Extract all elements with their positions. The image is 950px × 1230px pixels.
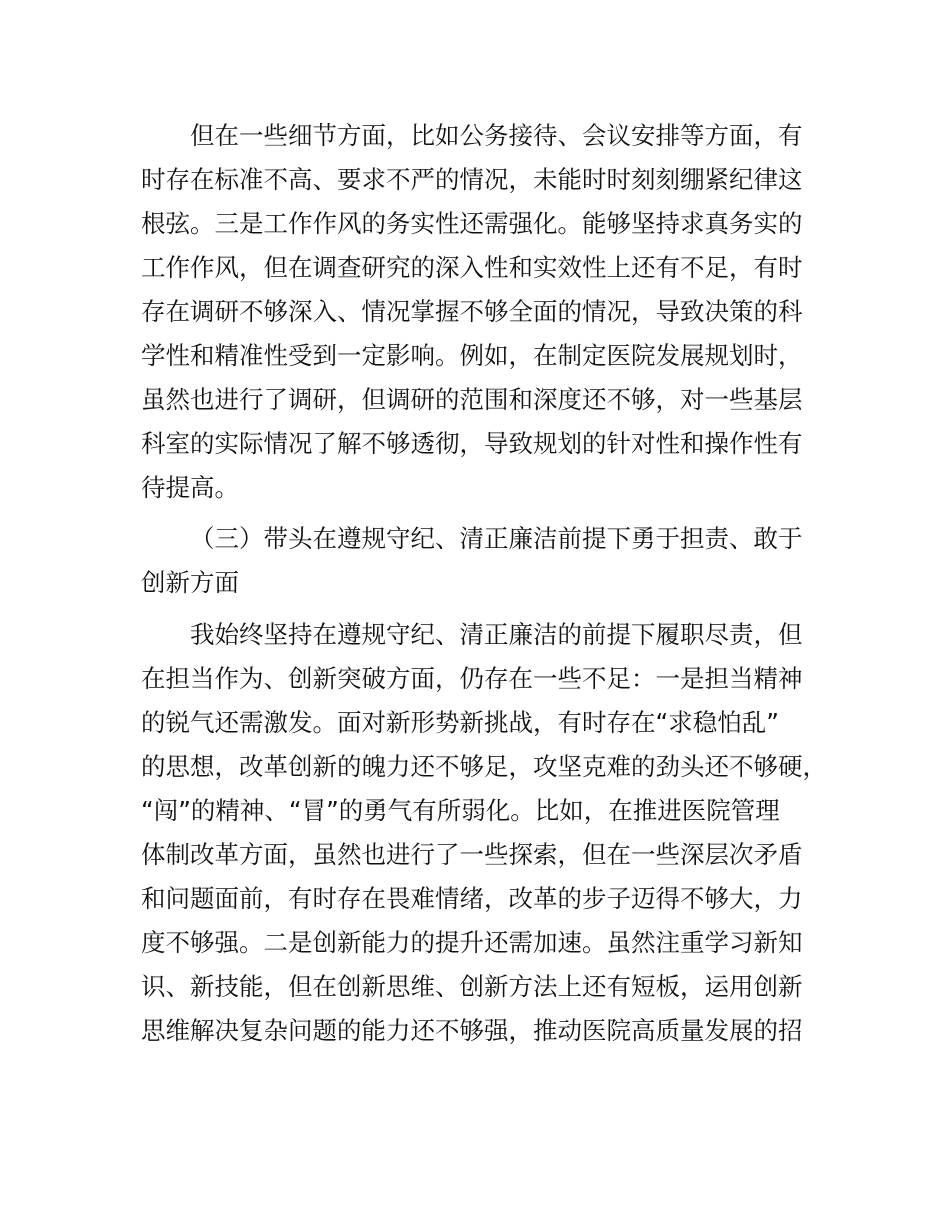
paragraph-line: 存在调研不够深入、情况掌握不够全面的情况，导致决策的科 xyxy=(141,297,803,326)
paragraph-line: 的锐气还需激发。面对新形势新挑战，有时存在“求稳怕乱” xyxy=(141,708,779,737)
paragraph-line: 工作作风，但在调查研究的深入性和实效性上还有不足，有时 xyxy=(141,253,803,282)
paragraph-line: 识、新技能，但在创新思维、创新方法上还有短板，运用创新 xyxy=(141,972,803,1001)
paragraph-line: 和问题面前，有时存在畏难情绪，改革的步子迈得不够大，力 xyxy=(141,884,803,913)
paragraph-line: 体制改革方面，虽然也进行了一些探索，但在一些深层次矛盾 xyxy=(141,840,803,869)
paragraph-line: 在担当作为、创新突破方面，仍存在一些不足：一是担当精神 xyxy=(141,664,803,693)
paragraph-line: 时存在标准不高、要求不严的情况，未能时时刻刻绷紧纪律这 xyxy=(141,165,803,194)
paragraph-line: 待提高。 xyxy=(141,473,239,502)
section-heading-line: 创新方面 xyxy=(141,568,239,597)
paragraph-line: 我始终坚持在遵规守纪、清正廉洁的前提下履职尽责，但 xyxy=(190,620,803,649)
paragraph-line: 科室的实际情况了解不够透彻，导致规划的针对性和操作性有 xyxy=(141,429,803,458)
paragraph-line: 思维解决复杂问题的能力还不够强，推动医院高质量发展的招 xyxy=(141,1016,803,1045)
paragraph-line: 但在一些细节方面，比如公务接待、会议安排等方面，有 xyxy=(190,121,803,150)
paragraph-line: 根弦。三是工作作风的务实性还需强化。能够坚持求真务实的 xyxy=(141,209,803,238)
section-heading-line: （三）带头在遵规守纪、清正廉洁前提下勇于担责、敢于 xyxy=(190,524,803,553)
paragraph-line: “闯”的精神、“冒”的勇气有所弱化。比如，在推进医院管理 xyxy=(141,796,780,825)
paragraph-line: 的思想，改革创新的魄力还不够足，攻坚克难的劲头还不够硬， xyxy=(141,752,827,781)
paragraph-line: 学性和精准性受到一定影响。例如，在制定医院发展规划时， xyxy=(141,341,803,370)
paragraph-line: 虽然也进行了调研，但调研的范围和深度还不够，对一些基层 xyxy=(141,385,803,414)
paragraph-line: 度不够强。二是创新能力的提升还需加速。虽然注重学习新知 xyxy=(141,928,803,957)
